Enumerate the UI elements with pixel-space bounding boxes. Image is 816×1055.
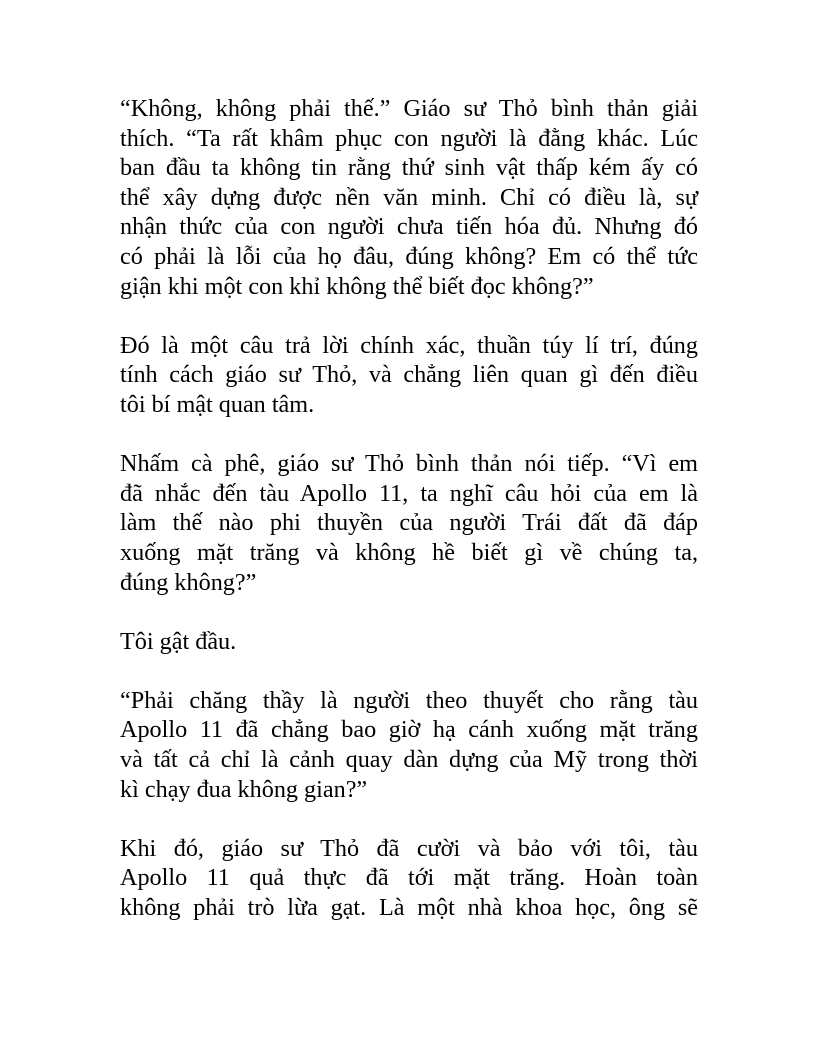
text-line: Đó là một câu trả lời chính xác, thuần túy lí trí, đúng [120, 331, 698, 359]
text-line: Tôi gật đầu. [120, 627, 237, 655]
text-line: tính cách giáo sư Thỏ, và chẳng liên quan gì đến điều [120, 361, 698, 389]
text-line: có phải là lỗi của họ đâu, đúng không? Em có thể tức [120, 242, 698, 270]
text-line: đúng không?” [120, 568, 257, 596]
paragraph-5 [120, 686, 698, 804]
text-line: nhận thức của con người chưa tiến hóa đủ. Nhưng đó [120, 213, 698, 241]
text-line: ban đầu ta không tin rằng thứ sinh vật thấp kém ấy có [120, 154, 698, 182]
text-line: Apollo 11 quả thực đã tới mặt trăng. Hoàn toàn [120, 864, 698, 892]
text-line: đã nhắc đến tàu Apollo 11, ta nghĩ câu hỏi của em là [120, 479, 698, 507]
text-line: Nhấm cà phê, giáo sư Thỏ bình thản nói tiếp. “Vì em [120, 450, 698, 478]
text-line: thể xây dựng được nền văn minh. Chỉ có điều là, sự [120, 183, 698, 211]
paragraph-6 [120, 834, 698, 923]
paragraph-3 [120, 449, 698, 597]
paragraph-gap [120, 597, 698, 627]
text-line: thích. “Ta rất khâm phục con người là đằng khác. Lúc [120, 124, 698, 152]
text-line: Apollo 11 đã chẳng bao giờ hạ cánh xuống mặt trăng [120, 716, 698, 744]
paragraph-2 [120, 331, 698, 420]
text-line: “Phải chăng thầy là người theo thuyết cho rằng tàu [120, 686, 698, 714]
text-line: làm thế nào phi thuyền của người Trái đất đã đáp [120, 509, 698, 537]
paragraph-gap [120, 804, 698, 834]
text-line: tôi bí mật quan tâm. [120, 390, 315, 418]
text-line: xuống mặt trăng và không hề biết gì về chúng ta, [120, 538, 698, 566]
text-line: giận khi một con khỉ không thể biết đọc không?” [120, 272, 594, 300]
document-page [120, 94, 698, 923]
text-line: Khi đó, giáo sư Thỏ đã cười và bảo với tôi, tàu [120, 834, 698, 862]
text-line: “Không, không phải thế.” Giáo sư Thỏ bình thản giải [120, 95, 698, 122]
paragraph-4 [120, 627, 698, 657]
text-line: không phải trò lừa gạt. Là một nhà khoa học, ông sẽ [120, 894, 698, 922]
paragraph-gap [120, 420, 698, 450]
paragraph-gap [120, 656, 698, 686]
text-line: và tất cả chỉ là cảnh quay dàn dựng của Mỹ trong thời [120, 746, 698, 774]
paragraph-gap [120, 301, 698, 331]
text-line: kì chạy đua không gian?” [120, 775, 368, 803]
paragraph-1 [120, 94, 698, 301]
